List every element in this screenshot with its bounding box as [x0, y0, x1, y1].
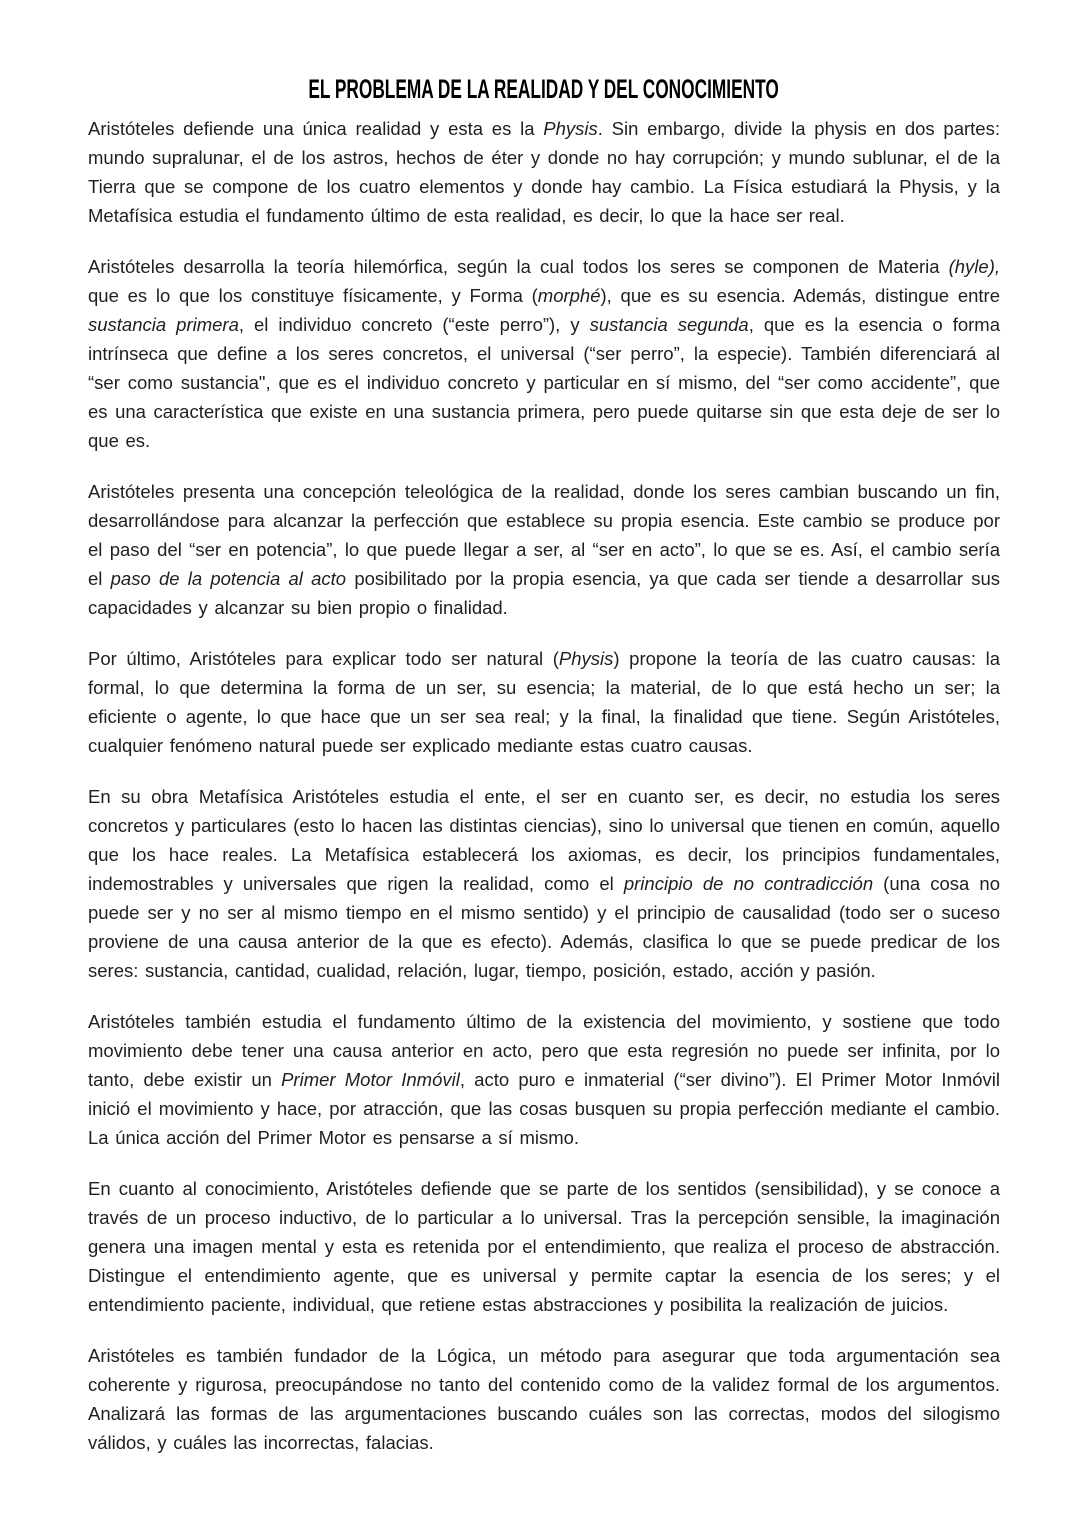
paragraph — [88, 644, 1000, 760]
text-run: . Sin embargo, divide la physis en dos partes: mundo supralunar, el de los astros, hechos de éter y donde no hay corrupción; y mundo sublunar, el de la Tierra que se compone de los cuatro elementos y donde hay cambio. La Física estudiará la Physis, y la Metafísica estudia el fundamento último de esta realidad, es decir, lo que la hace ser real. — [88, 118, 1000, 226]
document-body — [88, 114, 1000, 1457]
text-run: En cuanto al conocimiento, Aristóteles defiende que se parte de los sentidos (sensibilidad), y se conoce a través de un proceso inductivo, de lo particular a lo universal. Tras la percepción sensible, la imaginación genera una imagen mental y esta es retenida por el entendimiento, que realiza el proceso de abstracción. Distingue el entendimiento agente, que es universal y permite captar la esencia de los seres; y el entendimiento paciente, individual, que retiene estas abstracciones y posibilita la realización de juicios. — [88, 1178, 1000, 1315]
text-run: (una cosa no puede ser y no ser al mismo tiempo en el mismo sentido) y el principio de causalidad (todo ser o suceso proviene de una causa anterior de la que es efecto). Además, clasifica lo que se puede predicar de los seres: sustancia, cantidad, cualidad, relación, lugar, tiempo, posición, estado, acción y pasión. — [88, 873, 1000, 981]
text-run: Aristóteles también estudia el fundamento último de la existencia del movimiento, y sostiene que todo movimiento debe tener una causa anterior en acto, pero que esta regresión no puede ser infinita, por lo tanto, debe existir un — [88, 1011, 1000, 1090]
text-run: Por último, Aristóteles para explicar todo ser natural ( — [88, 648, 559, 669]
text-run: Aristóteles desarrolla la teoría hilemórfica, según la cual todos los seres se componen de Materia — [88, 256, 949, 277]
italic-text-run: Physis — [558, 648, 614, 669]
italic-text-run: sustancia primera — [88, 314, 239, 335]
paragraph — [88, 782, 1000, 985]
italic-text-run: sustancia segunda — [589, 314, 749, 335]
text-run: Aristóteles presenta una concepción teleológica de la realidad, donde los seres cambian buscando un fin, desarrollándose para alcanzar la perfección que establece su propia esencia. Este cambio se produce por el paso del “ser en potencia”, lo que puede llegar a ser, al “ser en acto”, lo que se es. Así, el cambio sería el — [88, 481, 1000, 589]
paragraph — [88, 252, 1000, 455]
text-run: que es lo que los constituye físicamente, y Forma ( — [88, 285, 538, 306]
text-run: En su obra Metafísica Aristóteles estudia el ente, el ser en cuanto ser, es decir, no estudia los seres concretos y particulares (esto lo hacen las distintas ciencias), sino lo universal que tienen en común, aquello que los hace reales. La Metafísica establecerá los axiomas, es decir, los principios fundamentales, indemostrables y universales que rigen la realidad, como el — [88, 786, 1000, 894]
text-run: ), que es su esencia. Además, distingue entre — [600, 285, 1000, 306]
title-row — [88, 74, 1000, 104]
paragraph — [88, 477, 1000, 622]
paragraph — [88, 1007, 1000, 1152]
italic-text-run: paso de la potencia al acto — [110, 568, 347, 589]
paragraph — [88, 114, 1000, 230]
paragraph — [88, 1174, 1000, 1319]
text-run: , que es la esencia o forma intrínseca que define a los seres concretos, el universal (“ser perro”, la especie). También diferenciará al “ser como sustancia", que es el individuo concreto y particular en sí mismo, del “ser como accidente”, que es una característica que existe en una sustancia primera, pero puede quitarse sin que esta deje de ser lo que es. — [88, 314, 1000, 451]
text-run: posibilitado por la propia esencia, ya que cada ser tiende a desarrollar sus capacidades y alcanzar su bien propio o finalidad. — [88, 568, 1001, 618]
italic-text-run: Physis — [543, 118, 598, 139]
text-run: Aristóteles es también fundador de la Lógica, un método para asegurar que toda argumentación sea coherente y rigurosa, preocupándose no tanto del contenido como de la validez formal de los argumentos. Analizará las formas de las argumentaciones buscando cuáles son las correctas, modos del silogismo válidos, y cuáles las incorrectas, falacias. — [88, 1345, 1000, 1453]
text-run: , acto puro e inmaterial (“ser divino”). El Primer Motor Inmóvil inició el movimiento y hace, por atracción, que las cosas busquen su propia perfección mediante el cambio. La única acción del Primer Motor es pensarse a sí mismo. — [88, 1069, 1000, 1148]
text-run: ) propone la teoría de las cuatro causas: la formal, lo que determina la forma de un ser, su esencia; la material, de lo que está hecho un ser; la eficiente o agente, lo que hace que un ser sea real; y la final, la finalidad que tiene. Según Aristóteles, cualquier fenómeno natural puede ser explicado mediante estas cuatro causas. — [88, 648, 1000, 756]
text-run: , el individuo concreto (“este perro”), y — [238, 314, 590, 335]
page-title: EL PROBLEMA DE LA REALIDAD Y DEL CONOCIMIENTO — [308, 74, 780, 104]
text-run: Aristóteles defiende una única realidad y esta es la — [88, 118, 544, 139]
italic-text-run: Primer Motor Inmóvil — [281, 1069, 460, 1090]
italic-text-run: morphé — [537, 285, 601, 306]
paragraph — [88, 1341, 1000, 1457]
italic-text-run: principio de no contradicción — [623, 873, 874, 894]
italic-text-run: (hyle), — [948, 256, 1000, 277]
